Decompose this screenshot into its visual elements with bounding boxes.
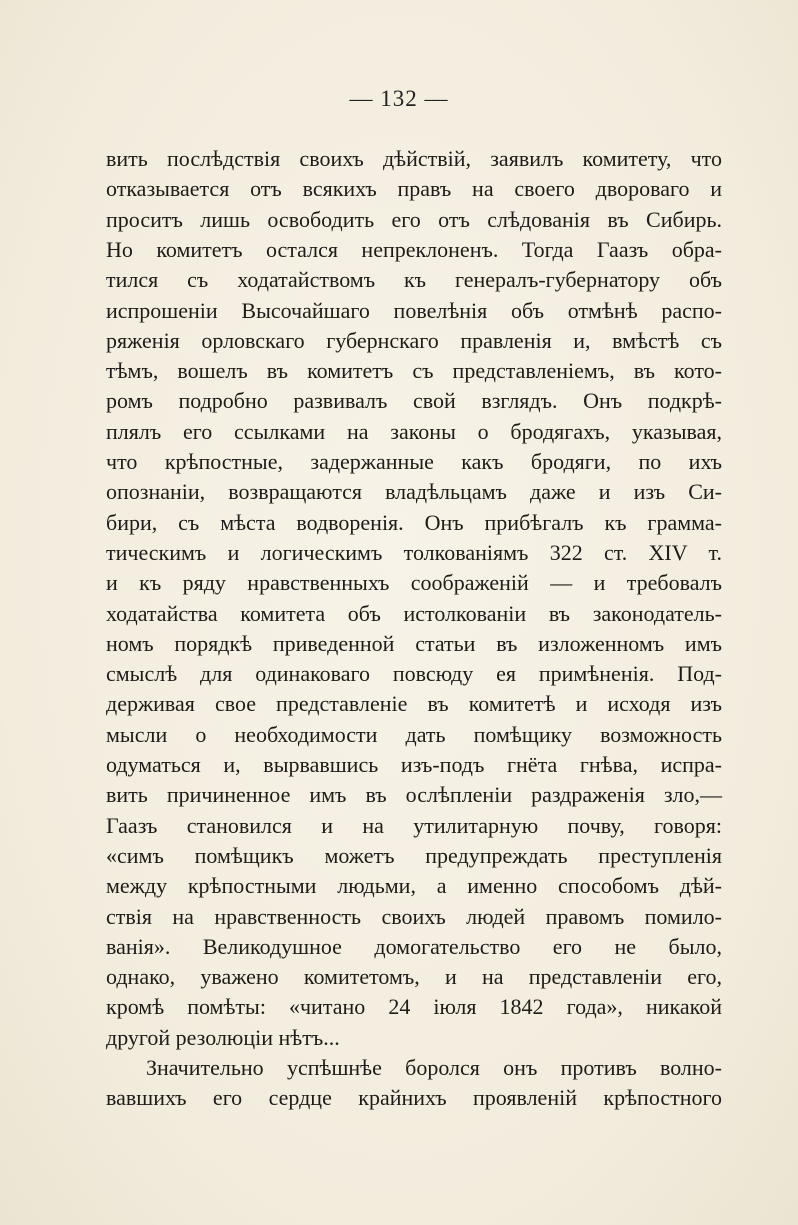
text-line: бири, съ мѣста водворенія. Онъ прибѣгалъ къ грамма- (106, 509, 722, 535)
text-line: отказывается отъ всякихъ правъ на своего двороваго и (106, 176, 722, 202)
text-line: Гаазъ становился и на утилитарную почву, говоря: (106, 812, 722, 838)
text-line: мысли о необходимости дать помѣщику возможность (106, 721, 722, 747)
text-line: ряженія орловскаго губернскаго правленія и, вмѣстѣ съ (106, 327, 722, 353)
text-line: вить послѣдствія своихъ дѣйствій, заявилъ комитету, что (106, 146, 722, 171)
text-line: смыслѣ для одинаковаго повсюду ея примѣненія. Под- (106, 661, 722, 687)
text-line: между крѣпостными людьми, а именно способомъ дѣй- (106, 873, 722, 899)
text-line: ходатайства комитета объ истолкованіи въ законодатель- (106, 600, 722, 626)
text-line: номъ порядкѣ приведенной статьи въ изложенномъ имъ (106, 630, 722, 656)
text-line: плялъ его ссылками на законы о бродягахъ, указывая, (106, 418, 722, 444)
text-line: ванія». Великодушное домогательство его не было, (106, 933, 722, 959)
text-line: держивая свое представленіе въ комитетѣ и исходя изъ (106, 691, 722, 717)
text-line: кромѣ помѣты: «читано 24 іюля 1842 года», никакой (106, 994, 722, 1020)
text-line: и къ ряду нравственныхъ соображеній — и требовалъ (106, 570, 722, 596)
text-line: ромъ подробно развивалъ свой взглядъ. Онъ подкрѣ- (106, 388, 722, 414)
text-line: Но комитетъ остался непреклоненъ. Тогда Гаазъ обра- (106, 236, 722, 262)
page-number: — 132 — (349, 86, 449, 111)
text-line: испрошеніи Высочайшаго повелѣнія объ отмѣнѣ распо- (106, 297, 722, 323)
text-line: «симъ помѣщикъ можетъ предупреждать преступленія (106, 842, 722, 868)
text-line: что крѣпостные, задержанные какъ бродяги, по ихъ (106, 449, 722, 474)
text-line: тѣмъ, вошелъ въ комитетъ съ представленіемъ, въ кото- (106, 358, 722, 384)
text-line: однако, уважено комитетомъ, и на представленіи его, (106, 964, 722, 990)
text-line: проситъ лишь освободить его отъ слѣдованія въ Сибирь. (106, 206, 722, 232)
text-line: тился съ ходатайствомъ къ генералъ-губернатору объ (106, 267, 722, 293)
text-line: одуматься и, вырвавшись изъ-подъ гнёта гнѣва, испра- (106, 752, 722, 777)
text-line: вить причиненное имъ въ ослѣпленіи раздраженія зло,— (106, 782, 722, 808)
text-line: ствія на нравственность своихъ людей правомъ помило- (106, 903, 722, 929)
text-line: другой резолюціи нѣтъ... (106, 1024, 340, 1050)
text-line: Значительно успѣшнѣе боролся онъ противъ волно- (146, 1055, 722, 1080)
text-line: вавшихъ его сердце крайнихъ проявленій крѣпостного (106, 1085, 722, 1111)
text-line: опознаніи, возвращаются владѣльцамъ даже и изъ Си- (106, 479, 722, 505)
text-line: тическимъ и логическимъ толкованіямъ 322 ст. XIV т. (106, 539, 722, 565)
